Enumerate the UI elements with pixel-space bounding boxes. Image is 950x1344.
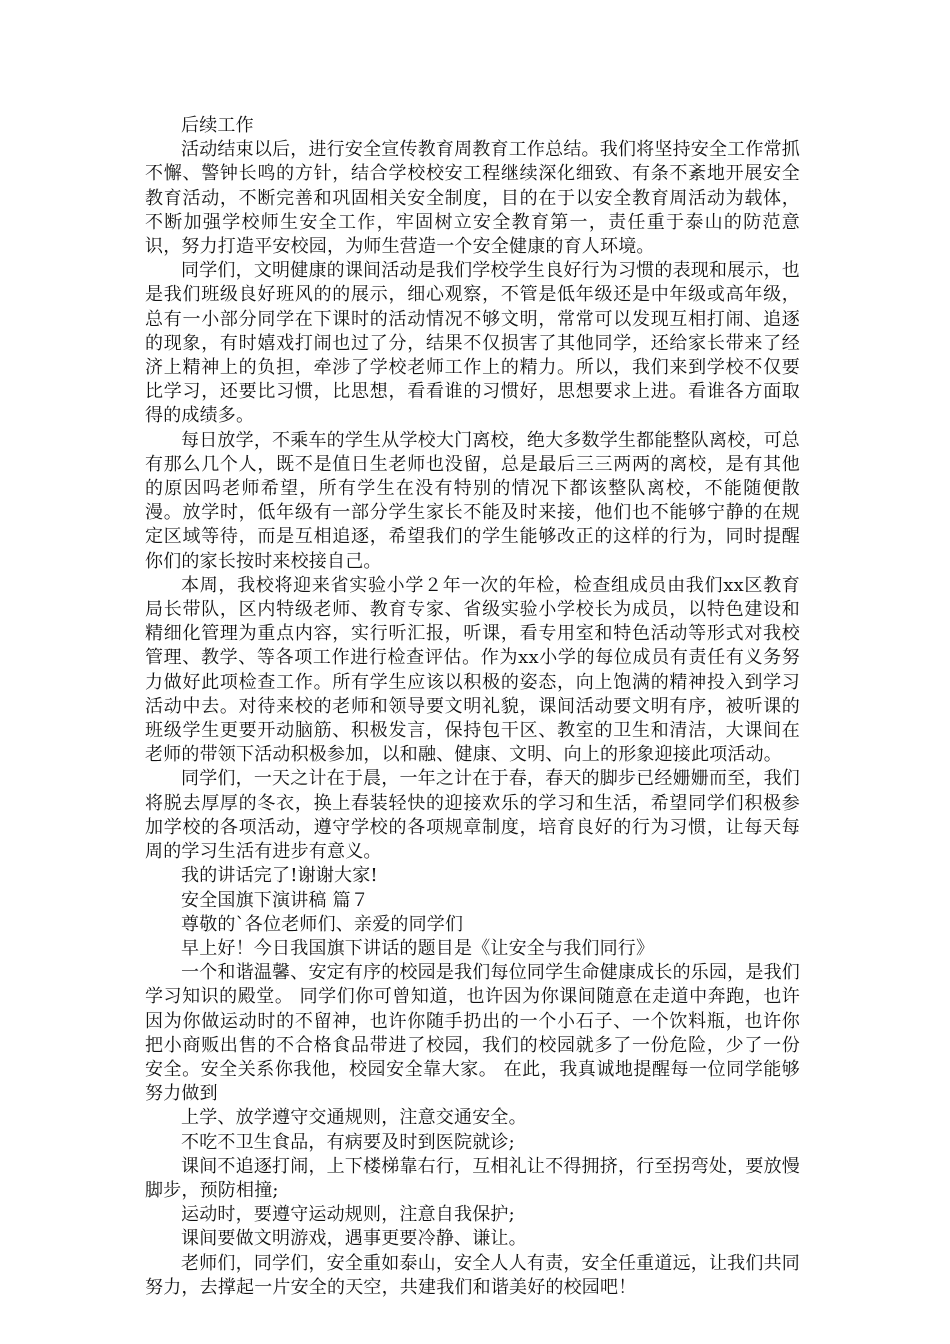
list-item: 上学、放学遵守交通规则，注意交通安全。 [181, 1107, 527, 1129]
paragraph: 同学们，文明健康的课间活动是我们学校学生良好行为习惯的表现和展示，也是我们班级良好班风的的展示，细心观察，不管是低年级还是中年级或高年级，总有一小部分同学在下课时的活动情况不够文明，常常可以发现互相打闹、追逐的现象，有时嬉戏打闹也过了分，结果不仅损害了其他同学，还给家长带来了经济上精神上的负担，牵涉了学校老师工作上的精力。所以，我们来到学校不仅要比学习，还要比习惯，比思想，看看谁的习惯好，思想要求上进。看谁各方面取得的成绩多。 [145, 260, 800, 427]
speech-title: 安全国旗下演讲稿 篇７ [181, 889, 369, 911]
list-item: 运动时，要遵守运动规则，注意自我保护; [181, 1204, 515, 1226]
salutation: 尊敬的`各位老师们、亲爱的同学们 [181, 913, 464, 935]
greeting: 早上好！今日我国旗下讲话的题目是《让安全与我们同行》 [181, 937, 655, 959]
list-item: 课间要做文明游戏，遇事更要冷静、谦让。 [181, 1228, 527, 1250]
section-heading-follow-up: 后续工作 [181, 115, 254, 136]
paragraph: 活动结束以后，进行安全宣传教育周教育工作总结。我们将坚持安全工作常抓不懈、警钟长鸣的方针，结合学校校安工程继续深化细致、有条不紊地开展安全教育活动，不断完善和巩固相关安全制度，目的在于以安全教育周活动为载体，不断加强学校师生安全工作，牢固树立安全教育第一，责任重于泰山的防范意识，努力打造平安校园，为师生营造一个安全健康的育人环境。 [145, 139, 800, 258]
list-item: 不吃不卫生食品，有病要及时到医院就诊; [181, 1131, 515, 1153]
paragraph: 一个和谐温馨、安定有序的校园是我们每位同学生命健康成长的乐园，是我们学习知识的殿堂。 同学们你可曾知道，也许因为你课间随意在走道中奔跑，也许因为你做运动时的不留神，也许你随手扔出的一个小石子、一个饮料瓶，也许你把小商贩出售的不合格食品带进了校园，我们的校园就多了一份危险，少了一份安全。安全关系你我他，校园安全靠大家。 在此，我真诚地提醒每一位同学能够努力做到 [145, 962, 800, 1105]
closing-paragraph: 老师们，同学们，安全重如泰山，安全人人有责，安全任重道远，让我们共同努力，去撑起一片安全的天空，共建我们和谐美好的校园吧！ [145, 1252, 800, 1298]
document-body [145, 114, 800, 1300]
list-item: 课间不追逐打闹，上下楼梯靠右行，互相礼让不得拥挤，行至拐弯处，要放慢脚步，预防相撞; [145, 1155, 800, 1201]
paragraph: 每日放学，不乘车的学生从学校大门离校，绝大多数学生都能整队离校，可总有那么几个人，既不是值日生老师也没留，总是最后三三两两的离校，是有其他的原因吗老师希望，所有学生在没有特别的情况下都该整队离校，不能随便散漫。放学时，低年级有一部分学生家长不能及时来接，他们也不能够宁静的在规定区域等待，而是互相追逐，希望我们的学生能够改正的这样的行为，同时提醒你们的家长按时来校接自己。 [145, 429, 800, 572]
paragraph: 本周，我校将迎来省实验小学２年一次的年检，检查组成员由我们xx区教育局长带队，区内特级老师、教育专家、省级实验小学校长为成员，以特色建设和精细化管理为重点内容，实行听汇报，听课，看专用室和特色活动等形式对我校管理、教学、等各项工作进行检查评估。作为xx小学的每位成员有责任有义务努力做好此项检查工作。所有学生应该以积极的姿态，向上饱满的精神投入到学习活动中去。对待来校的老师和领导要文明礼貌，课间活动要文明有序，被听课的班级学生更要开动脑筋、积极发言，保持包干区、教室的卫生和清洁，大课间在老师的带领下活动积极参加，以和融、健康、文明、向上的形象迎接此项活动。 [145, 574, 800, 766]
paragraph: 同学们，一天之计在于晨，一年之计在于春，春天的脚步已经姗姗而至，我们将脱去厚厚的冬衣，换上春装轻快的迎接欢乐的学习和生活，希望同学们积极参加学校的各项活动，遵守学校的各项规章制度，培育良好的行为习惯，让每天每周的学习生活有进步有意义。 [145, 768, 800, 863]
closing-line: 我的讲话完了!谢谢大家! [181, 865, 378, 887]
